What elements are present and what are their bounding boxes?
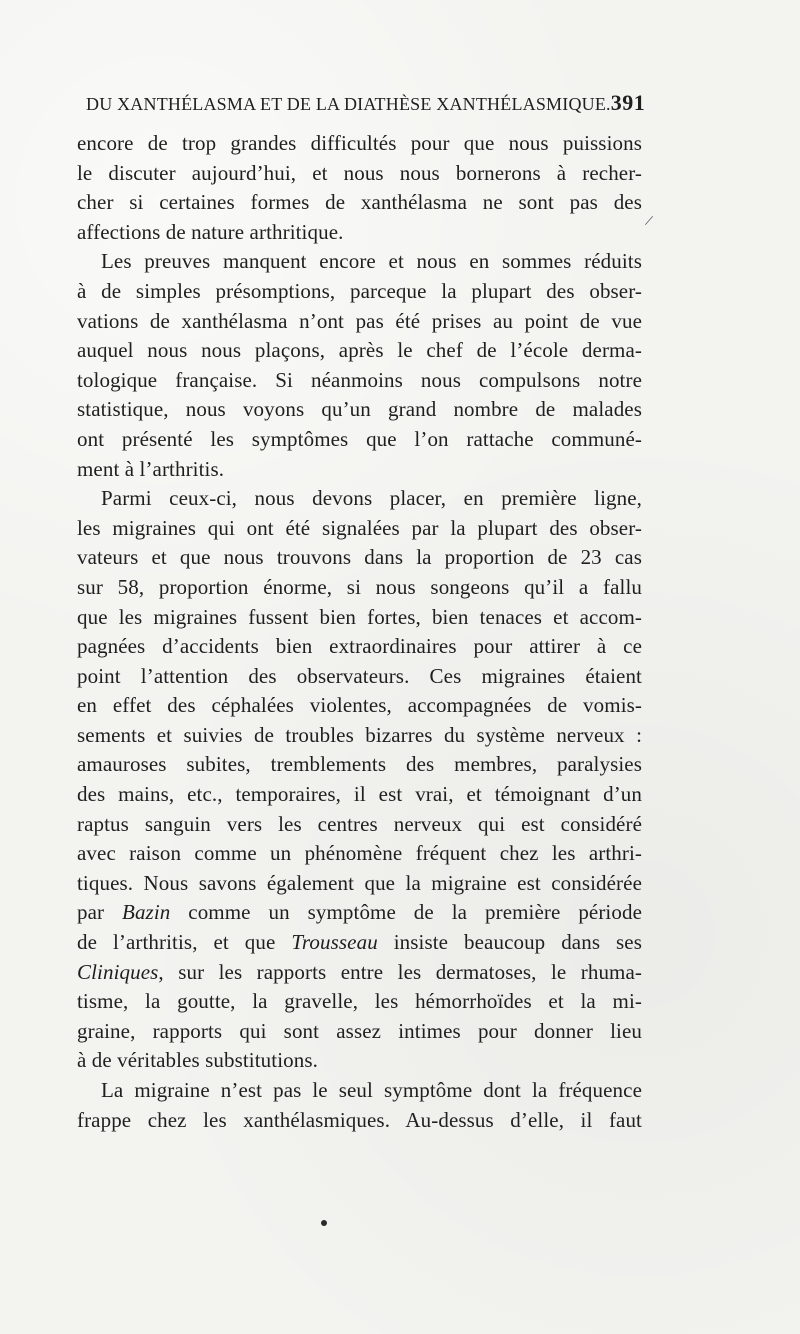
- text-line: ment à l’arthritis.: [77, 456, 225, 481]
- text-line: pagnées d’accidents bien extraordinaires pour attirer à ce: [77, 634, 642, 659]
- text-line: des mains, etc., temporaires, il est vrai, et témoignant d’un: [77, 782, 642, 807]
- text-line-with-bazin: [77, 898, 642, 928]
- text-line: raptus sanguin vers les centres nerveux qui est considéré: [77, 811, 642, 836]
- text-line: vateurs et que nous trouvons dans la proportion de 23 cas: [77, 545, 642, 570]
- text-line: cher si certaines formes de xanthélasma ne sont pas des: [77, 190, 642, 215]
- author-name-bazin: Bazin: [122, 900, 171, 925]
- text-fragment: insiste beaucoup dans ses: [377, 930, 642, 955]
- text-fragment: , sur les rapports entre les dermatoses, le rhuma-: [158, 959, 642, 984]
- text-line: en effet des céphalées violentes, accompagnées de vomis-: [77, 693, 642, 718]
- text-line: graine, rapports qui sont assez intimes pour donner lieu: [77, 1018, 642, 1043]
- text-fragment: comme un symptôme de la première période: [170, 900, 642, 925]
- text-line: Parmi ceux-ci, nous devons placer, en première ligne,: [101, 486, 642, 511]
- text-line: tiques. Nous savons également que la migraine est considérée: [77, 870, 642, 895]
- text-line: à de véritables substitutions.: [77, 1048, 318, 1073]
- text-fragment: de l’arthritis, et que: [77, 930, 292, 955]
- text-line: les migraines qui ont été signalées par la plupart des obser-: [77, 515, 642, 540]
- text-line: statistique, nous voyons qu’un grand nombre de malades: [77, 397, 642, 422]
- text-line: tologique française. Si néanmoins nous compulsons notre: [77, 367, 642, 392]
- text-line: amauroses subites, tremblements des membres, paralysies: [77, 752, 642, 777]
- header-title: DU XANTHÉLASMA ET DE LA DIATHÈSE XANTHÉLASMIQUE.: [86, 94, 611, 114]
- text-line: que les migraines fussent bien fortes, bien tenaces et accom-: [77, 604, 642, 629]
- margin-mark: /: [643, 212, 654, 230]
- text-line: sur 58, proportion énorme, si nous songeons qu’il a fallu: [77, 574, 642, 599]
- text-line: avec raison comme un phénomène fréquent chez les arthri-: [77, 841, 642, 866]
- text-line: encore de trop grandes difficultés pour que nous puissions: [77, 131, 642, 155]
- text-line: affections de nature arthritique.: [77, 219, 344, 244]
- page-number: 391: [610, 90, 646, 115]
- running-header: [86, 90, 646, 118]
- text-line: vations de xanthélasma n’ont pas été prises au point de vue: [77, 308, 642, 333]
- printing-dot: [321, 1220, 327, 1226]
- text-line: à de simples présomptions, parceque la plupart des obser-: [77, 278, 642, 303]
- author-name-trousseau: Trousseau: [291, 930, 378, 955]
- text-line: auquel nous nous plaçons, après le chef de l’école derma-: [77, 338, 642, 363]
- text-line: La migraine n’est pas le seul symptôme dont la fréquence: [101, 1078, 642, 1102]
- main-text: [77, 129, 642, 1135]
- text-line: ont présenté les symptômes que l’on rattache communé-: [77, 426, 642, 451]
- text-line-with-cliniques: [77, 958, 642, 988]
- text-line: frappe chez les xanthélasmiques. Au-dessus d’elle, il faut: [77, 1107, 642, 1132]
- text-line-with-trousseau: [77, 928, 642, 958]
- text-line: point l’attention des observateurs. Ces migraines étaient: [77, 663, 642, 688]
- text-line: Les preuves manquent encore et nous en sommes réduits: [101, 249, 642, 274]
- text-fragment: par: [77, 900, 123, 925]
- text-line: sements et suivies de troubles bizarres du système nerveux :: [77, 722, 642, 747]
- text-line: le discuter aujourd’hui, et nous nous bornerons à recher-: [77, 160, 642, 185]
- text-line: tisme, la goutte, la gravelle, les hémorrhoïdes et la mi-: [77, 989, 642, 1014]
- book-title-cliniques: Cliniques: [77, 959, 159, 984]
